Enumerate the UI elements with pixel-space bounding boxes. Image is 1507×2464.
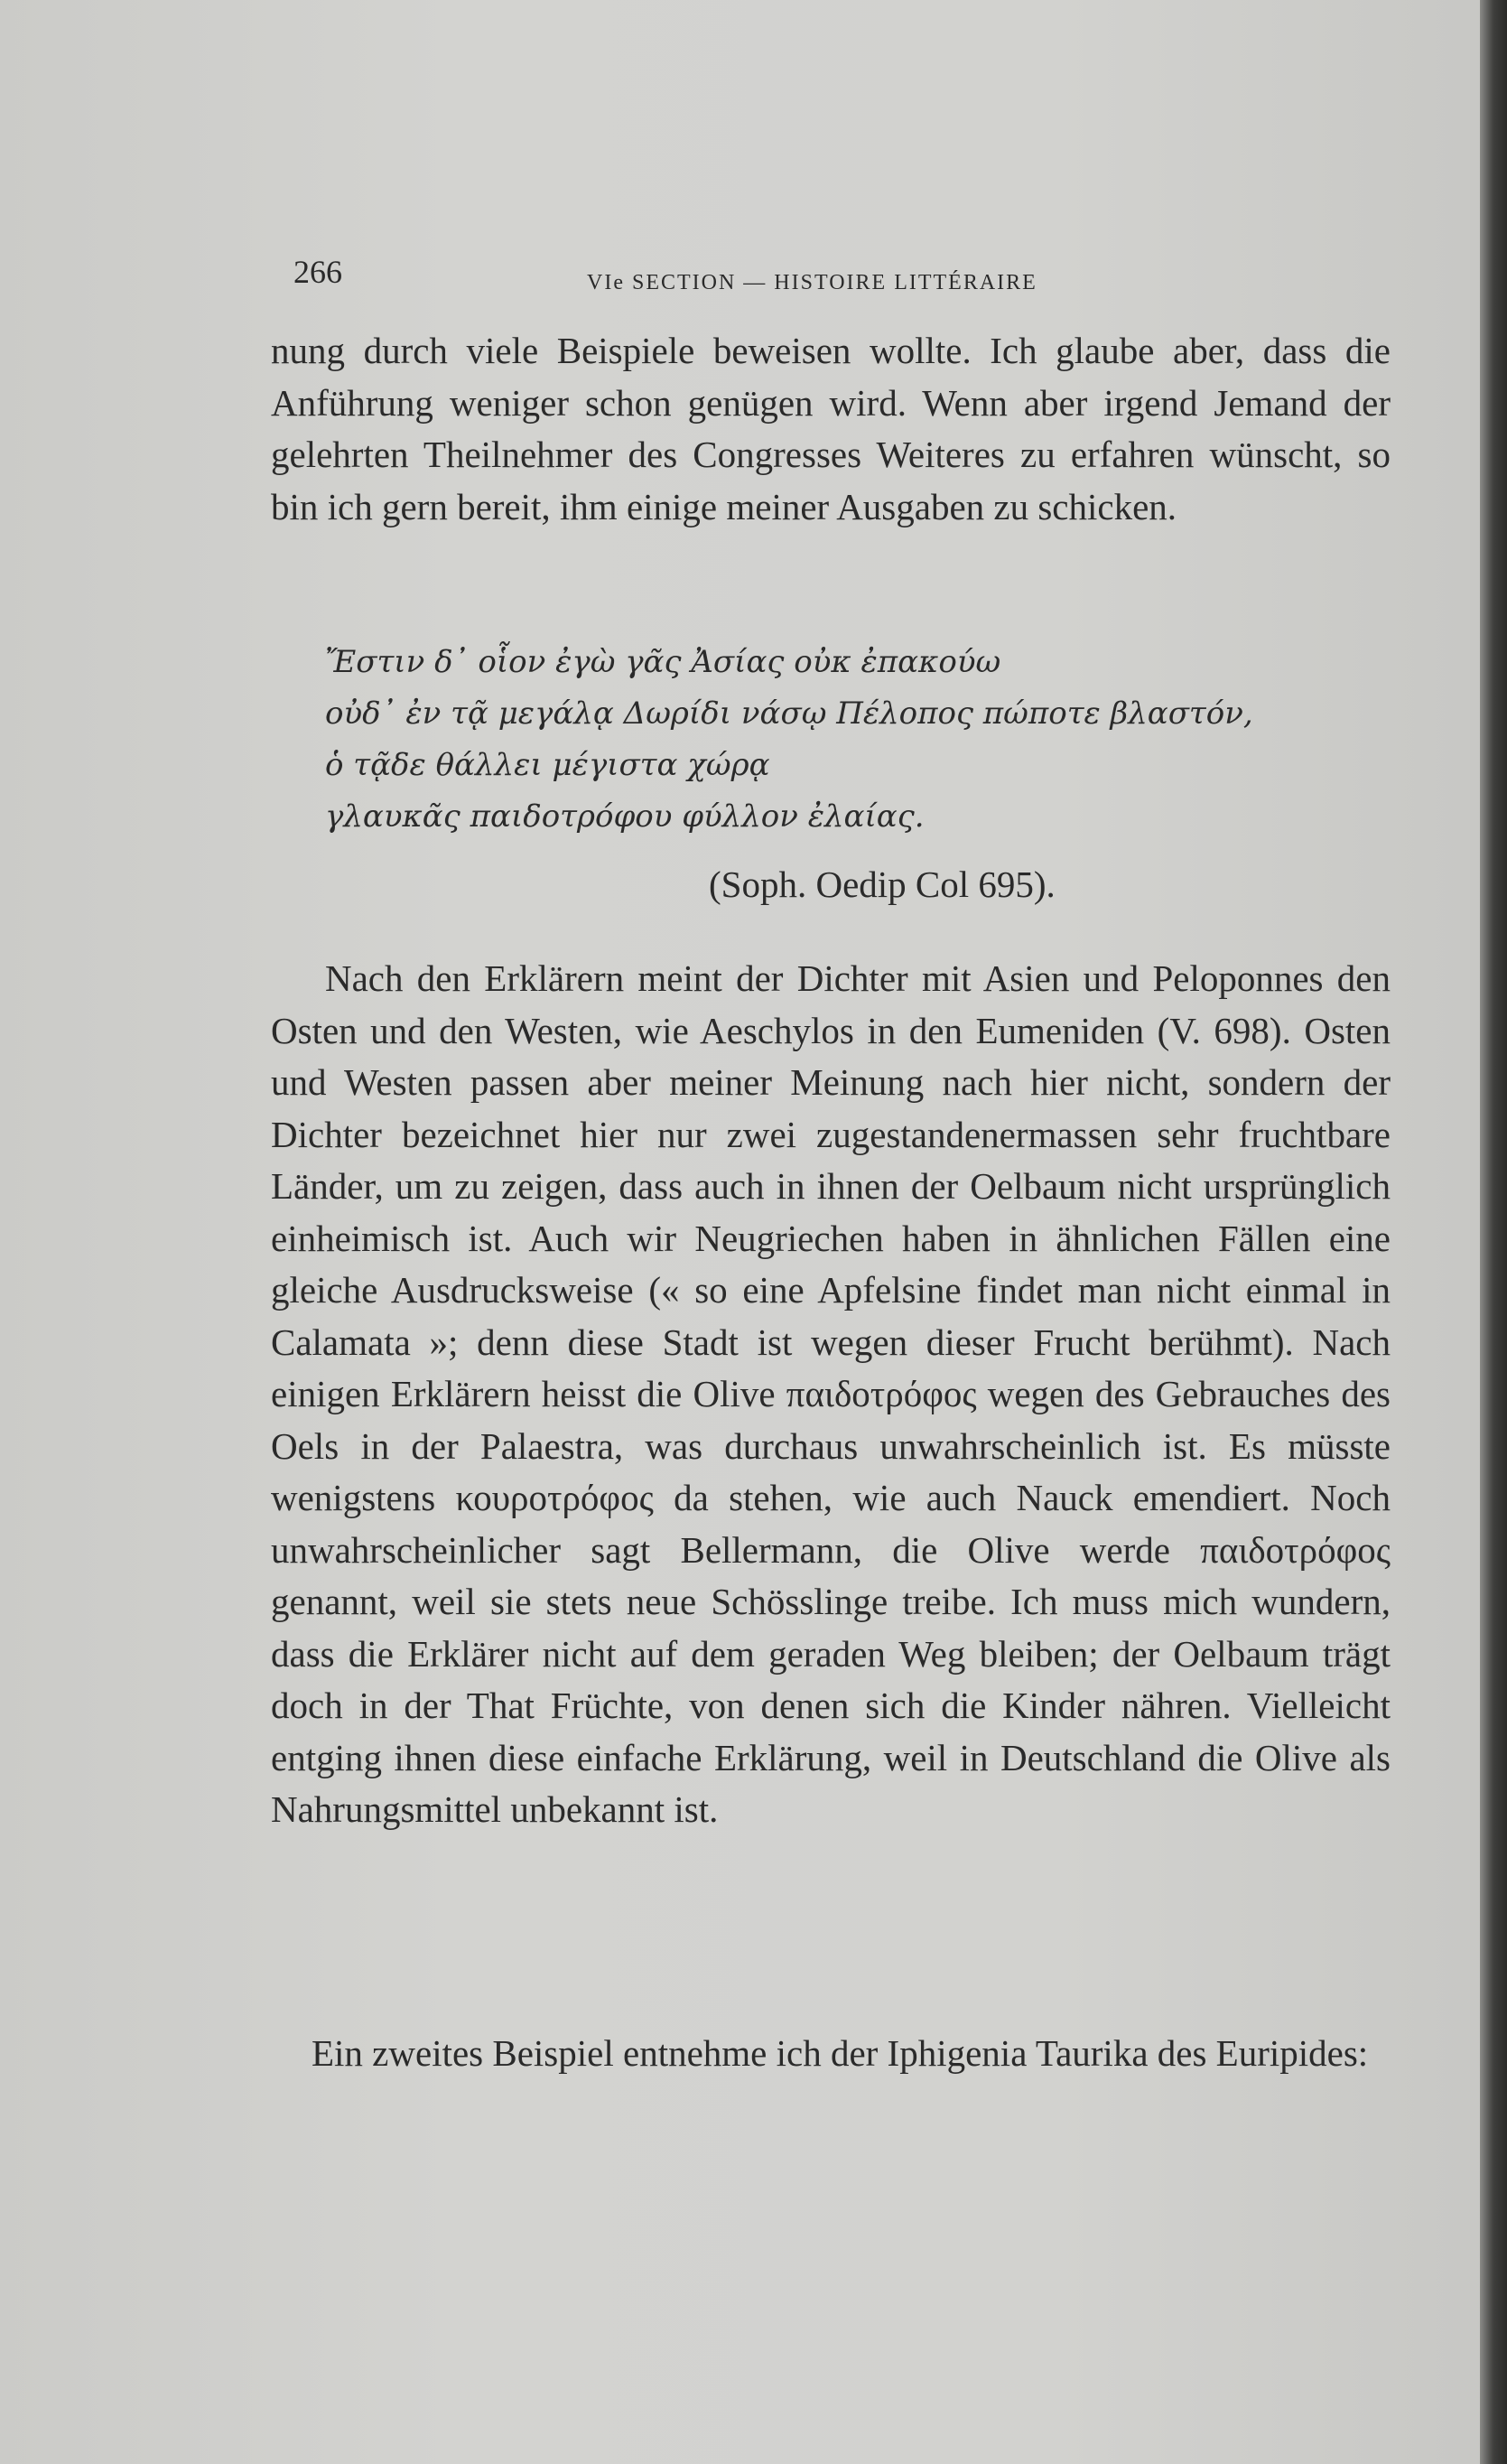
quotation-line: οὐδ᾽ ἐν τᾷ μεγάλᾳ Δωρίδι νάσῳ Πέλοπος πώποτε βλαστόν, [325, 695, 1253, 732]
intro-paragraph [271, 325, 1391, 533]
main-paragraph-text: Nach den Erklärern meint der Dichter mit Asien und Peloponnes den Osten und den Westen, wie Aeschylos in den Eumeniden (V. 698). Osten und Westen passen aber meiner Meinung nach hier nicht, sondern der Dichter bezeichnet hier nur zwei zugestandenermassen sehr fruchtbare Länder, um zu zeigen, dass auch in ihnen der Oelbaum nicht ursprünglich einheimisch ist. Auch wir Neugriechen haben in ähnlichen Fällen eine gleiche Ausdrucksweise (« so eine Apfelsine findet man nicht einmal in Calamata »; denn diese Stadt ist wegen dieser Frucht berühmt). Nach einigen Erklärern heisst die Olive παιδοτρόφος wegen des Gebrauches des Oels in der Palaestra, was durchaus unwahrscheinlich ist. Es müsste wenigstens κουροτρόφος da stehen, wie auch Nauck emendiert. Noch unwahrscheinlicher sagt Bellermann, die Olive werde παιδοτρόφος genannt, weil sie stets neue Schösslinge treibe. Ich muss mich wundern, dass die Erklärer nicht auf dem geraden Weg bleiben; der Oelbaum trägt doch in der That Früchte, von denen sich die Kinder nähren. Vielleicht entging ihnen diese einfache Erklärung, weil in Deutschland die Olive als Nahrungsmittel unbekannt ist. [271, 957, 1391, 1830]
last-paragraph [271, 2028, 1391, 2080]
running-head: VIe SECTION — HISTOIRE LITTÉRAIRE [587, 271, 1037, 294]
main-paragraph [271, 953, 1391, 1836]
intro-paragraph-text: nung durch viele Beispiele beweisen wollte. Ich glaube aber, dass die Anführung weniger schon genügen wird. Wenn aber irgend Jemand der gelehrten Theilnehmer des Congresses Weiteres zu erfahren wünscht, so bin ich gern bereit, ihm einige meiner Ausgaben zu schicken. [271, 330, 1391, 527]
quotation-citation: (Soph. Oedip Col 695). [709, 863, 1056, 905]
quotation-line: γλαυκᾶς παιδοτρόφου φύλλον ἐλαίας. [325, 798, 925, 835]
last-paragraph-text: Ein zweites Beispiel entnehme ich der Iphigenia Taurika des Euripides: [312, 2032, 1369, 2074]
greek-quotation [325, 637, 1391, 843]
page-edge-shadow [1480, 0, 1507, 2464]
quotation-line: ὁ τᾷδε θάλλει μέγιστα χώρᾳ [325, 747, 770, 783]
quotation-line: Ἔστιν δ᾽ οἷον ἐγὼ γᾶς Ἀσίας οὐκ ἐπακούω [325, 644, 1001, 680]
page-number: 266 [293, 254, 342, 290]
page-header [293, 253, 1377, 307]
